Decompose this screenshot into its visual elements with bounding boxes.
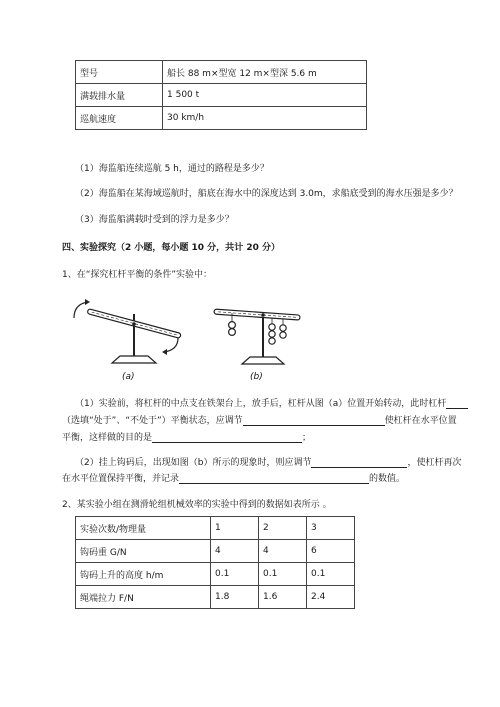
figure-a-caption: (a) <box>122 372 135 382</box>
lever-figure-b <box>212 300 302 370</box>
table-cell: 绳端拉力 F/N <box>76 586 211 609</box>
table-cell: 4 <box>211 540 259 563</box>
table-cell: 1 <box>211 517 259 540</box>
q1-text-a: （1）实验前，将杠杆的中点支在铁架台上，放手后，杠杆从图（a）位置开始转动，此时杠杆 <box>75 399 447 409</box>
table-cell: 1 500 t <box>163 84 367 107</box>
answer-blank[interactable] <box>311 458 407 468</box>
answer-blank[interactable] <box>243 416 385 426</box>
table-row <box>76 563 355 586</box>
question-2: （2）海监船在某海域巡航时，船底在海水中的深度达到 3.0m，求船底受到的海水压强是多少？ <box>75 189 458 199</box>
section-heading: 四、实验探究（2 小题，每小题 10 分，共计 20 分） <box>62 243 280 253</box>
q1-line-1 <box>75 396 468 409</box>
q2-text-b: ，使杠杆再次 <box>407 458 462 468</box>
table-row <box>76 517 355 540</box>
table-row <box>76 107 367 130</box>
problem-2-intro: 2、某实验小组在测滑轮组机械效率的实验中得到的数据如表所示 。 <box>62 500 332 510</box>
q1-text-b: （选填“处于”、“不处于”）平衡状态，应调节 <box>62 416 243 426</box>
table-row <box>76 586 355 609</box>
table-cell: 1.8 <box>211 586 259 609</box>
table-cell: 1.6 <box>259 586 307 609</box>
table-cell: 4 <box>259 540 307 563</box>
answer-blank[interactable] <box>446 399 468 409</box>
table-cell: 0.1 <box>307 563 355 586</box>
pulley-data-table <box>75 516 355 609</box>
table-cell: 0.1 <box>259 563 307 586</box>
table-row <box>76 84 367 107</box>
table-cell: 巡航速度 <box>76 107 163 130</box>
table-cell: 船长 88 m×型宽 12 m×型深 5.6 m <box>163 61 367 84</box>
table-cell: 2 <box>259 517 307 540</box>
table-cell: 钩码上升的高度 h/m <box>76 563 211 586</box>
q2-text-d: 的数值。 <box>369 474 406 484</box>
question-1: （1）海监船连续巡航 5 h，通过的路程是多少？ <box>75 164 269 174</box>
table-cell: 实验次数/物理量 <box>76 517 211 540</box>
table-row <box>76 540 355 563</box>
table-cell: 0.1 <box>211 563 259 586</box>
q1-text-d: 平衡，这样做的目的是 <box>62 433 153 443</box>
table-row <box>76 61 367 84</box>
table-cell: 型号 <box>76 61 163 84</box>
q2-line-1 <box>75 455 461 468</box>
q2-text-a: （2）挂上钩码后，出现如图（b）所示的现象时，则应调节 <box>75 458 312 468</box>
q2-line-2 <box>62 471 405 484</box>
table-cell: 钩码重 G/N <box>76 540 211 563</box>
table-cell: 满载排水量 <box>76 84 163 107</box>
q1-line-2 <box>62 413 457 426</box>
answer-blank[interactable] <box>152 433 302 443</box>
table-cell: 6 <box>307 540 355 563</box>
lever-figure-a <box>68 292 183 367</box>
table-cell: 30 km/h <box>163 107 367 130</box>
q2-text-c: 在水平位置保持平衡，并记录 <box>62 474 180 484</box>
table-cell: 2.4 <box>307 586 355 609</box>
table-cell: 3 <box>307 517 355 540</box>
q1-line-3 <box>62 430 311 443</box>
q1-text-c: 使杠杆在水平位置 <box>384 416 457 426</box>
question-3: （3）海监船满载时受到的浮力是多少？ <box>75 215 234 225</box>
problem-1-intro: 1、在“探究杠杆平衡的条件”实验中： <box>62 270 213 280</box>
ship-spec-table <box>75 60 367 130</box>
answer-blank[interactable] <box>179 474 369 484</box>
figure-b-caption: (b) <box>250 372 263 382</box>
q1-text-e: ； <box>302 433 312 443</box>
